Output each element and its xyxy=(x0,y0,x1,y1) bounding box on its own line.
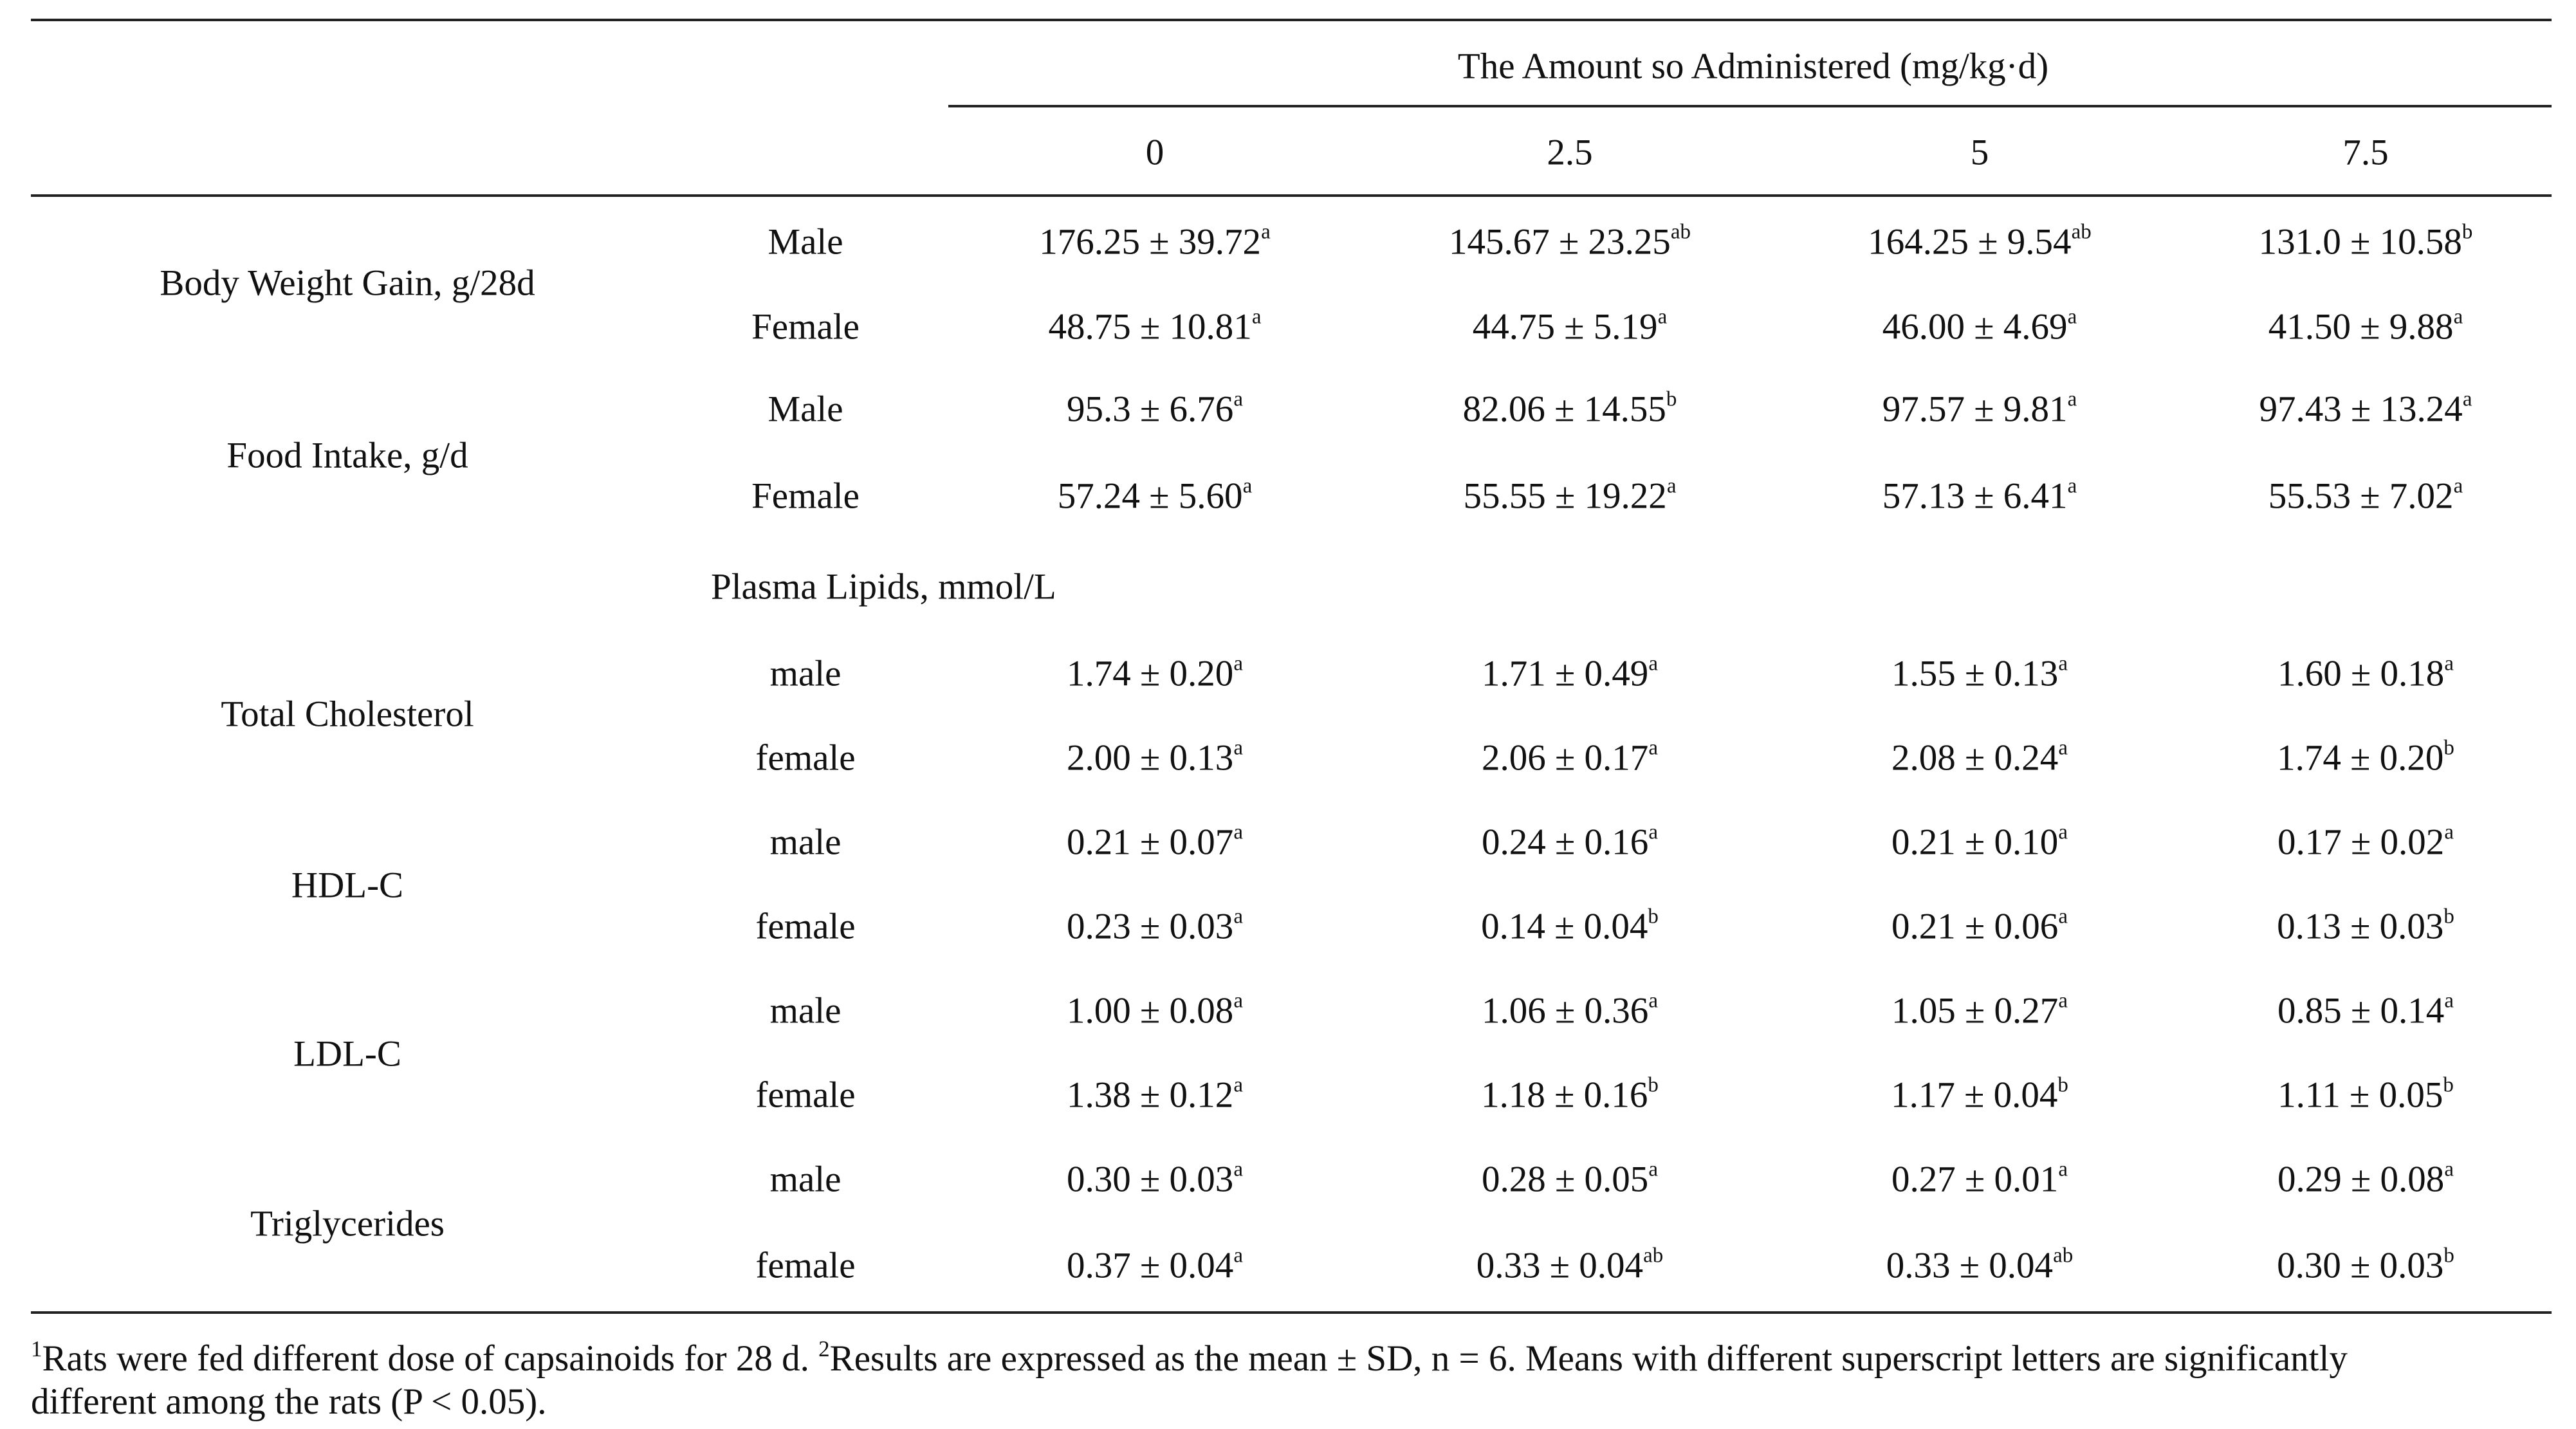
table-cell xyxy=(1482,736,1658,779)
cell-superscript: a xyxy=(1233,989,1243,1013)
table-cell xyxy=(2277,1157,2454,1200)
cell-value: 1.71 ± 0.49 xyxy=(1482,653,1649,694)
cell-value: 0.29 ± 0.08 xyxy=(2277,1159,2445,1200)
plasma-lipids-subheader: Plasma Lipids, mmol/L xyxy=(711,566,1056,607)
table-cell xyxy=(2277,1073,2454,1116)
cell-value: 0.23 ± 0.03 xyxy=(1067,906,1234,947)
cell-superscript: a xyxy=(1648,1157,1658,1181)
cell-value: 0.17 ± 0.02 xyxy=(2277,822,2445,863)
table-cell xyxy=(1067,652,1243,694)
table-cell xyxy=(1891,820,2068,863)
footnote-text-2: Results are expressed as the mean ± SD, n = 6. Means with different superscript letters are significantly xyxy=(829,1338,2348,1379)
cell-superscript: a xyxy=(1261,220,1271,244)
table-cell xyxy=(1886,1244,2074,1286)
cell-superscript: a xyxy=(1657,305,1668,329)
table-cell xyxy=(2277,905,2454,947)
cell-value: 48.75 ± 10.81 xyxy=(1048,306,1252,347)
table-bottom-rule xyxy=(31,1311,2552,1314)
cell-value: 0.30 ± 0.03 xyxy=(1067,1159,1234,1200)
row-sex-label: female xyxy=(755,906,856,947)
table-cell xyxy=(1067,387,1243,430)
cell-value: 55.55 ± 19.22 xyxy=(1463,475,1667,517)
cell-value: 0.21 ± 0.10 xyxy=(1891,822,2059,863)
cell-value: 1.05 ± 0.27 xyxy=(1891,990,2059,1031)
cell-value: 176.25 ± 39.72 xyxy=(1039,221,1262,263)
cell-superscript: a xyxy=(2067,387,2077,411)
cell-superscript: a xyxy=(1242,474,1253,498)
table-cell xyxy=(1449,220,1691,263)
cell-superscript: a xyxy=(2444,1157,2454,1181)
cell-value: 145.67 ± 23.25 xyxy=(1449,221,1671,263)
cell-value: 2.06 ± 0.17 xyxy=(1482,737,1649,779)
group-label-triglycerides: Triglycerides xyxy=(250,1203,445,1244)
cell-superscript: a xyxy=(1233,387,1243,411)
cell-superscript: a xyxy=(2058,820,2068,844)
table-cell xyxy=(1882,305,2077,347)
table-cell xyxy=(1039,220,1271,263)
table-cell xyxy=(1057,474,1253,517)
cell-superscript: ab xyxy=(1670,220,1691,244)
table-cell xyxy=(1882,387,2077,430)
cell-superscript: a xyxy=(2067,474,2077,498)
cell-superscript: a xyxy=(1648,736,1658,760)
cell-value: 164.25 ± 9.54 xyxy=(1868,221,2072,263)
table-cell xyxy=(1868,220,2092,263)
table-cell xyxy=(1067,1157,1243,1200)
table-cell xyxy=(1462,387,1677,430)
group-label-body-weight-gain: Body Weight Gain, g/28d xyxy=(160,263,535,304)
row-sex-label: Male xyxy=(768,221,843,263)
table-cell xyxy=(2277,820,2454,863)
cell-superscript: a xyxy=(1233,1073,1243,1097)
cell-superscript: ab xyxy=(2071,220,2092,244)
cell-superscript: a xyxy=(2453,474,2463,498)
cell-superscript: a xyxy=(1233,1244,1243,1268)
cell-value: 0.85 ± 0.14 xyxy=(2277,990,2445,1031)
cell-value: 2.00 ± 0.13 xyxy=(1067,737,1234,779)
table-cell xyxy=(1891,989,2068,1031)
cell-superscript: a xyxy=(1251,305,1262,329)
cell-value: 1.06 ± 0.36 xyxy=(1482,990,1649,1031)
table-cell xyxy=(1067,989,1243,1031)
cell-value: 1.17 ± 0.04 xyxy=(1891,1074,2058,1116)
cell-superscript: a xyxy=(2453,305,2463,329)
cell-superscript: a xyxy=(2058,652,2068,676)
cell-value: 1.74 ± 0.20 xyxy=(2277,737,2444,779)
cell-value: 55.53 ± 7.02 xyxy=(2268,475,2454,517)
cell-value: 0.30 ± 0.03 xyxy=(2277,1245,2444,1286)
table-cell xyxy=(2268,474,2463,517)
cell-value: 0.21 ± 0.07 xyxy=(1067,822,1234,863)
cell-superscript: b xyxy=(2461,220,2473,244)
table-cell xyxy=(1891,1073,2068,1116)
group-label-hdl-c: HDL-C xyxy=(291,865,404,906)
cell-value: 2.08 ± 0.24 xyxy=(1891,737,2059,779)
cell-superscript: ab xyxy=(1643,1244,1664,1268)
cell-value: 0.33 ± 0.04 xyxy=(1886,1245,2054,1286)
cell-superscript: a xyxy=(2058,989,2068,1013)
row-sex-label: Male xyxy=(768,389,843,430)
table-cell xyxy=(1482,652,1658,694)
cell-value: 0.37 ± 0.04 xyxy=(1067,1245,1234,1286)
dose-span-title: The Amount so Administered (mg/kg·d) xyxy=(1457,46,2049,87)
row-sex-label: Female xyxy=(751,475,860,517)
table-cell xyxy=(1891,905,2068,947)
cell-superscript: b xyxy=(2443,905,2454,928)
table-cell xyxy=(1048,305,1262,347)
table-cell xyxy=(1482,989,1658,1031)
cell-superscript: a xyxy=(1648,820,1658,844)
footnote-line-1 xyxy=(31,1336,2348,1379)
cell-value: 1.38 ± 0.12 xyxy=(1067,1074,1234,1116)
table-cell xyxy=(2259,387,2472,430)
table-cell xyxy=(1891,736,2068,779)
table-cell xyxy=(1481,1073,1659,1116)
group-label-total-cholesterol: Total Cholesterol xyxy=(221,694,474,735)
table-cell xyxy=(1067,1244,1243,1286)
cell-value: 0.27 ± 0.01 xyxy=(1891,1159,2059,1200)
footnote-line-2: different among the rats (P < 0.05). xyxy=(31,1381,547,1422)
cell-value: 1.74 ± 0.20 xyxy=(1067,653,1234,694)
cell-superscript: b xyxy=(2057,1073,2068,1097)
table-cell xyxy=(2258,220,2473,263)
dose-header-7.5: 7.5 xyxy=(2342,132,2389,173)
group-label-food-intake: Food Intake, g/d xyxy=(226,435,468,476)
table-cell xyxy=(1481,905,1659,947)
table-top-rule xyxy=(31,19,2552,21)
cell-superscript: a xyxy=(2058,1157,2068,1181)
table-cell xyxy=(2277,736,2454,779)
table-cell xyxy=(1067,1073,1243,1116)
cell-value: 57.24 ± 5.60 xyxy=(1057,475,1243,517)
row-sex-label: male xyxy=(769,653,842,694)
cell-value: 57.13 ± 6.41 xyxy=(1882,475,2068,517)
cell-superscript: b xyxy=(1666,387,1677,411)
footnote-mark-2: 2 xyxy=(818,1336,830,1361)
cell-superscript: b xyxy=(1648,1073,1659,1097)
cell-superscript: a xyxy=(1233,820,1243,844)
table-cell xyxy=(2277,652,2454,694)
cell-value: 82.06 ± 14.55 xyxy=(1462,389,1666,430)
cell-superscript: a xyxy=(1233,1157,1243,1181)
row-sex-label: male xyxy=(769,990,842,1031)
cell-superscript: ab xyxy=(2053,1244,2074,1268)
table-cell xyxy=(1882,474,2077,517)
cell-value: 1.00 ± 0.08 xyxy=(1067,990,1234,1031)
table-cell xyxy=(2268,305,2463,347)
cell-value: 1.60 ± 0.18 xyxy=(2277,653,2445,694)
table-cell xyxy=(1067,736,1243,779)
cell-value: 44.75 ± 5.19 xyxy=(1472,306,1658,347)
cell-superscript: a xyxy=(2444,820,2454,844)
cell-superscript: a xyxy=(1233,905,1243,928)
cell-value: 0.21 ± 0.06 xyxy=(1891,906,2059,947)
cell-superscript: b xyxy=(2443,1244,2454,1268)
cell-value: 1.55 ± 0.13 xyxy=(1891,653,2059,694)
dose-header-2.5: 2.5 xyxy=(1547,132,1593,173)
cell-superscript: a xyxy=(2058,905,2068,928)
cell-value: 46.00 ± 4.69 xyxy=(1882,306,2068,347)
cell-value: 95.3 ± 6.76 xyxy=(1067,389,1234,430)
cell-value: 0.14 ± 0.04 xyxy=(1481,906,1648,947)
table-cell xyxy=(1472,305,1668,347)
cell-value: 1.18 ± 0.16 xyxy=(1481,1074,1648,1116)
group-label-ldl-c: LDL-C xyxy=(293,1033,401,1074)
row-sex-label: male xyxy=(769,1159,842,1200)
table-cell xyxy=(1067,820,1243,863)
cell-superscript: a xyxy=(2067,305,2077,329)
row-sex-label: Female xyxy=(751,306,860,347)
table-cell xyxy=(1067,905,1243,947)
table-cell xyxy=(1482,820,1658,863)
cell-superscript: a xyxy=(2058,736,2068,760)
footnote-mark-1: 1 xyxy=(31,1336,42,1361)
dose-header-0: 0 xyxy=(1145,132,1164,173)
table-cell xyxy=(1476,1244,1664,1286)
cell-value: 0.28 ± 0.05 xyxy=(1482,1159,1649,1200)
cell-value: 97.57 ± 9.81 xyxy=(1882,389,2068,430)
cell-value: 97.43 ± 13.24 xyxy=(2259,389,2463,430)
cell-superscript: b xyxy=(2443,736,2454,760)
cell-superscript: a xyxy=(1666,474,1677,498)
table-cell xyxy=(1891,652,2068,694)
cell-superscript: a xyxy=(1648,989,1658,1013)
cell-superscript: a xyxy=(1233,736,1243,760)
header-span-rule xyxy=(948,105,2552,107)
row-sex-label: female xyxy=(755,1074,856,1116)
cell-value: 131.0 ± 10.58 xyxy=(2258,221,2462,263)
cell-value: 0.13 ± 0.03 xyxy=(2277,906,2444,947)
cell-superscript: b xyxy=(2443,1073,2454,1097)
table-cell xyxy=(1463,474,1677,517)
cell-superscript: a xyxy=(1648,652,1658,676)
cell-superscript: b xyxy=(1648,905,1659,928)
row-sex-label: male xyxy=(769,822,842,863)
table-cell xyxy=(2277,989,2454,1031)
cell-superscript: a xyxy=(2444,652,2454,676)
cell-value: 41.50 ± 9.88 xyxy=(2268,306,2454,347)
cell-superscript: a xyxy=(2444,989,2454,1013)
cell-superscript: a xyxy=(2462,387,2472,411)
table-cell xyxy=(1482,1157,1658,1200)
footnote-text-1: Rats were fed different dose of capsainoids for 28 d. xyxy=(42,1338,819,1379)
cell-value: 1.11 ± 0.05 xyxy=(2277,1074,2443,1116)
cell-superscript: a xyxy=(1233,652,1243,676)
row-sex-label: female xyxy=(755,1245,856,1286)
cell-value: 0.33 ± 0.04 xyxy=(1476,1245,1644,1286)
table-cell xyxy=(2277,1244,2454,1286)
row-sex-label: female xyxy=(755,737,856,779)
cell-value: 0.24 ± 0.16 xyxy=(1482,822,1649,863)
header-bottom-rule xyxy=(31,194,2552,197)
table-cell xyxy=(1891,1157,2068,1200)
dose-header-5: 5 xyxy=(1970,132,1989,173)
